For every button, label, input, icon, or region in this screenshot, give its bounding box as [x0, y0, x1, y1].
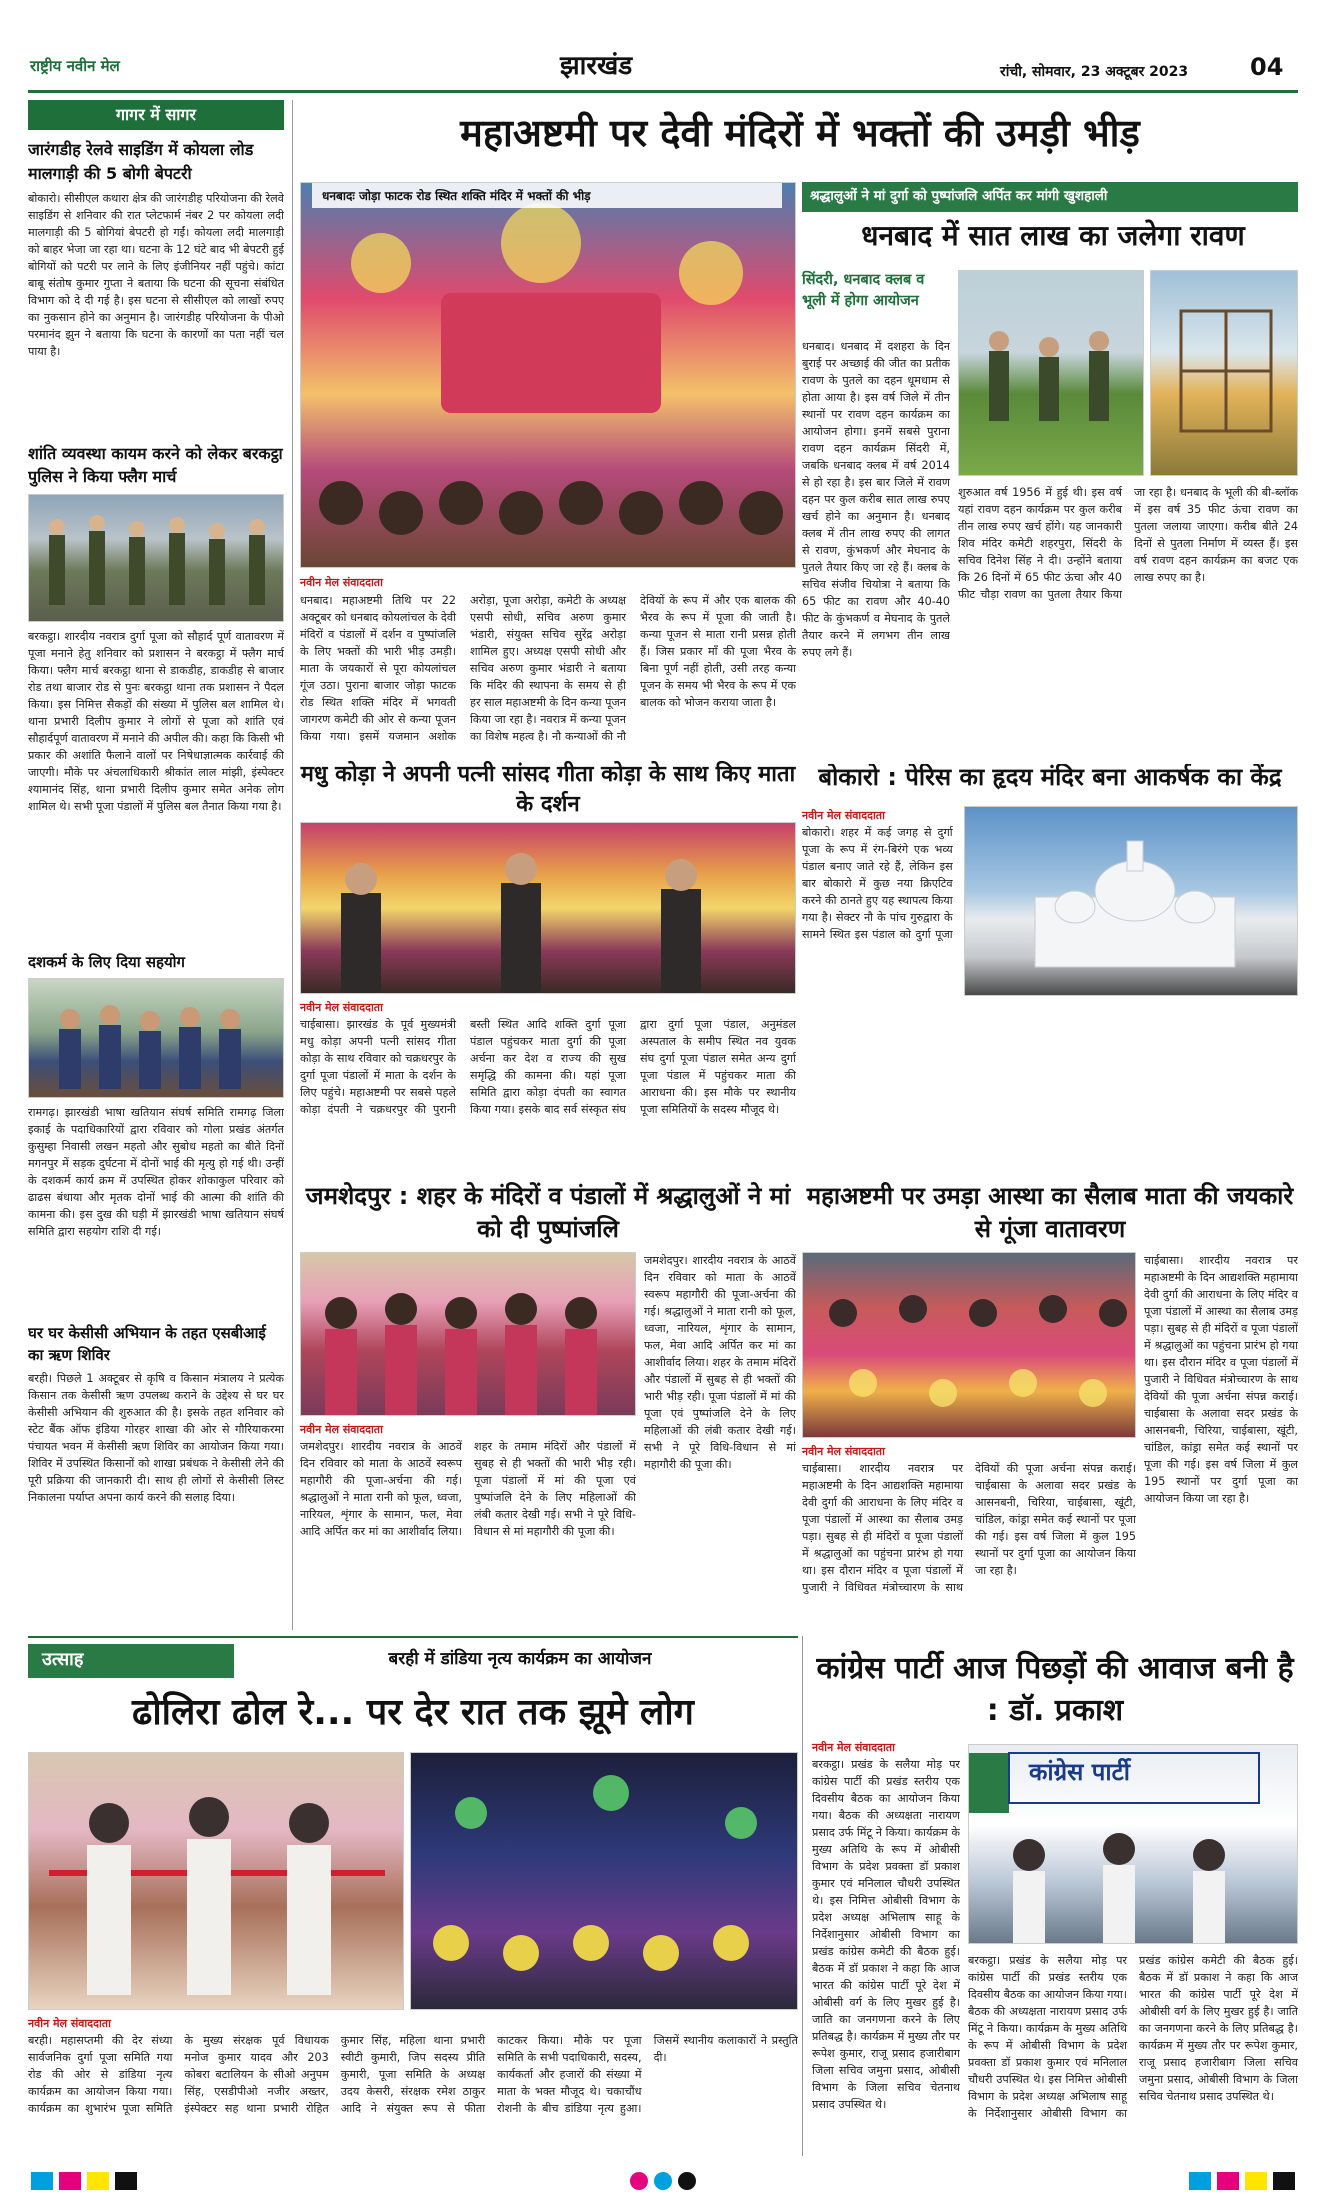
sidebar-story3-headline: दशकर्म के लिए दिया सहयोग [28, 953, 185, 972]
sidebar-story3-body: रामगढ़। झारखंडी भाषा खतियान संघर्ष समिति रामगढ़ जिला इकाई के पदाधिकारियों द्वारा रविवार को गोला प्रखंड अंतर्गत कुसुम्हा निवासी लखन महतो और सुबोध महतो का बीते दिनों मगनपुर में सड़क दुर्घटना में दोनों भाई की मृत्यु हो गई थी। उन्हीं के दशकर्म कार्य क्रम में उपस्थित होकर शोकाकुल परिवार को ढाढस बंधाया और मृतक दोनों भाई की आत्मा की शांति की कामना की। इस दुख की घड़ी में झारखंडी भाषा खतियान संघर्ष समिति द्वारा सहयोग राशि दी गई। [28, 1105, 284, 1238]
utsav-headline: ढोलिरा ढोल रे... पर देर रात तक झूमे लोग [132, 1692, 694, 1733]
ribbon-cutting-illustration [29, 1753, 404, 2010]
jamshedpur-body: जमशेदपुर। शारदीय नवरात्र के आठवें दिन रविवार को माता के आठवें स्वरूप महागौरी की पूजा-अर्चना की गई। श्रद्धालुओं ने माता रानी को फूल, ध्वजा, नारियल, शृंगार के सामान, फल, मेवा आदि अर्पित कर मां का आशीर्वाद लिया। शहर के तमाम मंदिरों और पंडालों में सुबह से ही भक्तों की भारी भीड़ रही। पूजा पंडालों में मां की पूजा एवं पुष्पांजलि देने के लिए महिलाओं की लंबी कतार देखी गई। सभी ने पूरे विधि-विधान से मां महागौरी की पूजा की। [300, 1440, 636, 1538]
utsav-label-box [28, 1644, 234, 1678]
registration-dots [627, 2172, 699, 2190]
sidebar-story1-headline: जारंगडीह रेलवे साइडिंग में कोयला लोड मालगाड़ी की 5 बोगी बेपटरी [28, 140, 254, 184]
lead-headline: महाअष्टमी पर देवी मंदिरों में भक्तों की उमड़ी भीड़ [460, 111, 1140, 155]
utsav-byline: नवीन मेल संवाददाता [28, 2017, 111, 2030]
group-people-illustration [29, 979, 283, 1098]
ravan-subhead: सिंदरी, धनबाद क्लब व भूली में होगा आयोजन [802, 272, 925, 309]
ravan-headline: धनबाद में सात लाख का जलेगा रावण [861, 219, 1245, 252]
koda-darshan-illustration [301, 823, 796, 994]
lead-photo-caption: धनबादः जोड़ा फाटक रोड स्थित शक्ति मंदिर में भक्तों की भीड़ [312, 183, 782, 208]
lead-byline: नवीन मेल संवाददाता [300, 576, 383, 589]
saila-headline: महाअष्टमी पर उमड़ा आस्था का सैलाब माता की जयकारे से गूंजा वातावरण [806, 1182, 1294, 1243]
crowd-offerings-illustration [803, 1253, 1136, 1438]
footer-color-bar [28, 2170, 1298, 2192]
page-number: 04 [1250, 53, 1284, 81]
women-pushpanjali-illustration [301, 1253, 636, 1416]
ravan-photo-1 [958, 270, 1144, 476]
congress-byline: नवीन मेल संवाददाता [812, 1741, 895, 1754]
sidebar-story2-headline: शांति व्यवस्था कायम करने को लेकर बरकट्ठा पुलिस ने किया फ्लैग मार्च [28, 444, 283, 487]
lead-photo [300, 182, 796, 568]
dateline: रांची, सोमवार, 23 अक्टूबर 2023 [1000, 64, 1189, 80]
masthead-rule [28, 90, 1298, 93]
sidebar-story2-body: बरकट्ठा। शारदीय नवरात्र दुर्गा पूजा को सौहार्द पूर्ण वातावरण में पूजा मनाने हेतु शनिवार को प्रशासन ने बरकट्ठा में फ्लैग मार्च किया। फ्लैग मार्च बरकट्ठा थाना से डाकडीह, डाकडीह से बाजार रोड तथा बाजार रोड से पुनः बरकट्ठा थाना तक प्रशासन ने पैदल किया। इस निमित्त सैकड़ों की संख्या में पुलिस बल शामिल थे। थाना प्रभारी दिलीप कुमार ने लोगों से पूजा को शांति एवं सौहार्दपूर्ण वातावरण में मनाने की अपील की। कहा कि किसी भी प्रकार की अशांति फैलाने वालों पर निषेधाज्ञात्मक कार्रवाई की जाएगी। मौके पर अंचलाधिकारी श्रीकांत लाल मांझी, इंस्पेक्टर श्यामानंद सिंह, थाना प्रभारी दिलीप कुमार समेत अनेक लोग शामिल थे। सभी पूजा पंडालों में पुलिस बल तैनात किया गया है। [28, 630, 284, 814]
sidebar-section-label: गागर में सागर [28, 100, 284, 130]
ravan-photo-2 [1150, 270, 1298, 476]
bokaro-pandal-photo [964, 806, 1298, 996]
congress-body-2: बरकट्ठा। प्रखंड के सलैया मोड़ पर कांग्रेस पार्टी की प्रखंड स्तरीय एक दिवसीय बैठक का आयोजन किया गया। बैठक की अध्यक्षता नारायण प्रसाद उर्फ मिंटू ने किया। कार्यक्रम के मुख्य अतिथि के रूप में ओबीसी विभाग के प्रदेश प्रवक्ता डॉ प्रकाश कुमार एवं मनिलाल चौधरी उपस्थित थे। इस निमित्त ओबीसी विभाग के प्रदेश अध्यक्ष अभिलाष साहू के निर्देशानुसार ओबीसी विभाग का प्रखंड कांग्रेस कमेटी की बैठक हुई। बैठक में डॉ प्रकाश ने कहा कि आज भारत की कांग्रेस पार्टी पूरे देश में ओबीसी वर्ग के लिए मुखर हुई है। जाति का जनगणना करने के लिए प्रतिबद्ध है। कार्यक्रम में मुख्य तौर पर रूपेश कुमार, राजू प्रसाद हजारीबाग जिला सचिव जमुना प्रसाद, ओबीसी विभाग के जिला सचिव चेतनाथ प्रसाद उपस्थित थे। [968, 1954, 1298, 2120]
police-march-illustration [29, 495, 283, 622]
koda-photo [300, 822, 796, 994]
koda-headline: मधु कोड़ा ने अपनी पत्नी सांसद गीता कोड़ा के साथ किए माता के दर्शन [300, 762, 796, 817]
saila-photo [802, 1252, 1136, 1438]
congress-body: बरकट्ठा। प्रखंड के सलैया मोड़ पर कांग्रेस पार्टी की प्रखंड स्तरीय एक दिवसीय बैठक का आयोजन किया गया। बैठक की अध्यक्षता नारायण प्रसाद उर्फ मिंटू ने किया। कार्यक्रम के मुख्य अतिथि के रूप में ओबीसी विभाग के प्रदेश प्रवक्ता डॉ प्रकाश कुमार एवं मनिलाल चौधरी उपस्थित थे। इस निमित्त ओबीसी विभाग के प्रदेश अध्यक्ष अभिलाष साहू के निर्देशानुसार ओबीसी विभाग का प्रखंड कांग्रेस कमेटी की बैठक हुई। बैठक में डॉ प्रकाश ने कहा कि आज भारत की कांग्रेस पार्टी पूरे देश में ओबीसी वर्ग के लिए मुखर हुई है। जाति का जनगणना करने के लिए प्रतिबद्ध है। कार्यक्रम में मुख्य तौर पर रूपेश कुमार, राजू प्रसाद हजारीबाग जिला सचिव जमुना प्रसाद, ओबीसी विभाग के जिला सचिव चेतनाथ प्रसाद उपस्थित थे। [812, 1758, 960, 2111]
dandiya-night-illustration [411, 1753, 798, 2010]
bokaro-byline: नवीन मेल संवाददाता [802, 809, 885, 822]
ravan-effigy-site-illustration [959, 271, 1144, 476]
sidebar-story4-headline: घर घर केसीसी अभियान के तहत एसबीआई का ऋण शिविर [28, 1323, 266, 1364]
sacre-coeur-pandal-illustration [965, 807, 1298, 996]
jamshedpur-photo [300, 1252, 636, 1416]
congress-headline: कांग्रेस पार्टी आज पिछड़ों की आवाज बनी है : डॉ. प्रकाश [816, 1651, 1294, 1728]
brand-logo: राष्ट्रीय नवीन मेल [30, 57, 120, 75]
utsav-rule [28, 1636, 798, 1638]
utsav-photo-1 [28, 1752, 404, 2010]
lead-body: धनबाद। महाअष्टमी तिथि पर 22 अक्टूबर को धनबाद कोयलांचल के देवी मंदिरों व पंडालों में दर्शन व पुष्पांजलि के लिए भक्तों की भारी भीड़ उमड़ी। माता के जयकारों से पूरा कोयलांचल गूंज उठा। पुराना बाजार जोड़ा फाटक रोड स्थित शक्ति मंदिर में भगवती जागरण कमेटी की ओर से कन्या पूजन किया गया। इसमें यजमान अशोक अरोड़ा, पूजा अरोड़ा, कमेटी के अध्यक्ष एसपी सोधी, सचिव अरुण कुमार भंडारी, संयुक्त सचिव सुरेंद्र अरोड़ा शामिल हुए। अध्यक्ष एसपी सोधी और सचिव अरुण कुमार भंडारी ने बताया कि मंदिर की स्थापना के समय से ही हर साल महाअष्टमी के दिन कन्या पूजन किया जा रहा है। नवरात्र में कन्या पूजन का विशेष महत्व है। नौ कन्याओं की नौ देवियों के रूप में और एक बालक की भैरव के रूप में पूजा की जाती है। कन्या पूजन से माता रानी प्रसन्न होती हैं। जिस प्रकार माँ की पूजा भैरव के बिना पूर्ण नहीं होती, उसी तरह कन्या पूजन के समय भी भैरव के रूप में एक बालक को भोजन कराया जाता है। [300, 594, 796, 743]
congress-banner: कांग्रेस पार्टी [1029, 1758, 1130, 1786]
koda-body: चाईबासा। झारखंड के पूर्व मुख्यमंत्री मधु कोड़ा अपनी पत्नी सांसद गीता कोड़ा के साथ रविवार को चक्रधरपुर के दुर्गा पूजा पंडालों में माता के दर्शन के लिए पहुंचे। महाअष्टमी पर सबसे पहले कोड़ा दंपती ने चक्रधरपुर की पुरानी बस्ती स्थित आदि शक्ति दुर्गा पूजा पंडाल पहुंचकर माता दुर्गा की पूजा अर्चना कर देश व राज्य की सुख समृद्धि की कामना की। यहां पूजा समिति द्वारा कोड़ा दंपती का स्वागत किया गया। इसके बाद सर्व संस्कृत संघ द्वारा दुर्गा पूजा पंडाल, अनुमंडल अस्पताल के समीप स्थित नव युवक संघ दुर्गा पूजा पंडाल समेत अन्य दुर्गा पूजा पंडाल में पहुंचकर माता की आराधना की। इस मौके पर स्थानीय पूजा समितियों के सदस्य मौजूद थे। [300, 1018, 796, 1116]
effigy-frame-illustration [1151, 271, 1298, 476]
koda-byline: नवीन मेल संवाददाता [300, 1001, 383, 1014]
utsav-label: उत्साह [42, 1649, 84, 1670]
ravan-kicker-text: श्रद्धालुओं ने मां दुर्गा को पुष्पांजलि अर्पित कर मांगी खुशहाली [810, 188, 1108, 204]
jamshedpur-headline: जमशेदपुर : शहर के मंदिरों व पंडालों में श्रद्धालुओं ने मां को दी पुष्पांजलि [305, 1182, 791, 1243]
saila-body: चाईबासा। शारदीय नवरात्र पर महाअष्टमी के दिन आद्यशक्ति महामाया देवी दुर्गा की आराधना के लिए मंदिर व पूजा पंडालों में आस्था का सैलाब उमड़ पड़ा। सुबह से ही मंदिरों व पूजा पंडालों में श्रद्धालुओं का पहुंचना प्रारंभ हो गया था। इस दौरान मंदिर व पूजा पंडालों में पुजारी ने विधिवत मंत्रोच्चारण के साथ देवियों की पूजा अर्चना संपन्न कराई। चाईबासा के अलावा सदर प्रखंड के आसनबनी, चिरिया, चाईबासा, खूंटी, चांडिल, कांड्रा समेत कई स्थानों पर पूजा की गई। इस वर्ष जिला में कुल 195 स्थानों पर दुर्गा पूजा का आयोजन किया जा रहा है। [802, 1462, 1136, 1594]
cmyk-strip-left [28, 2172, 140, 2190]
congress-meeting-illustration [969, 1745, 1298, 1944]
utsav-body: बरही। महासप्तमी की देर संध्या सार्वजनिक दुर्गा पूजा समिति गया रोड की ओर से डांडिया नृत्य कार्यक्रम का आयोजन किया गया। कार्यक्रम का शुभारंभ पूजा समिति के मुख्य संरक्षक पूर्व विधायक मनोज कुमार यादव और 203 कोबरा बटालियन के सीओ अनुपम सिंह, एसडीपीओ नजीर अख्तर, इंस्पेक्टर सह थाना प्रभारी रोहित कुमार सिंह, महिला थाना प्रभारी स्वीटी कुमारी, जिप सदस्य प्रीति कुमारी, पूजा समिति के अध्यक्ष उदय केसरी, संरक्षक रमेश ठाकुर आदि ने संयुक्त रूप से फीता काटकर किया। मौके पर पूजा समिति के सभी पदाधिकारी, सदस्य, कार्यकर्ता और हजारों की संख्या में माता के भक्त मौजूद थे। चकाचौंध रोशनी के बीच डांडिया नृत्य हुआ। जिसमें स्थानीय कलाकारों ने प्रस्तुति दी। [28, 2034, 798, 2115]
cmyk-strip-right [1186, 2172, 1298, 2190]
saila-byline: नवीन मेल संवाददाता [802, 1445, 885, 1458]
saila-body-col3: चाईबासा। शारदीय नवरात्र पर महाअष्टमी के दिन आद्यशक्ति महामाया देवी दुर्गा की आराधना के लिए मंदिर व पूजा पंडालों में आस्था का सैलाब उमड़ पड़ा। सुबह से ही मंदिरों व पूजा पंडालों में श्रद्धालुओं का पहुंचना प्रारंभ हो गया था। इस दौरान मंदिर व पूजा पंडालों में पुजारी ने विधिवत मंत्रोच्चारण के साथ देवियों की पूजा अर्चना संपन्न कराई। चाईबासा के अलावा सदर प्रखंड के आसनबनी, चिरिया, चाईबासा, खूंटी, चांडिल, कांड्रा समेत कई स्थानों पर पूजा की गई। इस वर्ष जिला में कुल 195 स्थानों पर दुर्गा पूजा का आयोजन किया जा रहा है। [1144, 1254, 1298, 1505]
utsav-photo-2 [410, 1752, 798, 2010]
jamshedpur-body-col3: जमशेदपुर। शारदीय नवरात्र के आठवें दिन रविवार को माता के आठवें स्वरूप महागौरी की पूजा-अर्चना की गई। श्रद्धालुओं ने माता रानी को फूल, ध्वजा, नारियल, शृंगार के सामान, फल, मेवा आदि अर्पित कर मां का आशीर्वाद लिया। शहर के तमाम मंदिरों और पंडालों में सुबह से ही भक्तों की भारी भीड़ रही। पूजा पंडालों में मां की पूजा एवं पुष्पांजलि देने के लिए महिलाओं की लंबी कतार देखी गई। सभी ने पूरे विधि-विधान से मां महागौरी की पूजा की। [644, 1254, 796, 1471]
congress-divider [802, 1636, 803, 2156]
utsav-kicker: बरही में डांडिया नृत्य कार्यक्रम का आयोजन [388, 1649, 652, 1669]
dashkarm-photo [28, 978, 284, 1098]
sidebar-story4-body: बरही। पिछले 1 अक्टूबर से कृषि व किसान मंत्रालय ने प्रत्येक किसान तक केसीसी ऋण उपलब्ध कराने के उद्देश्य से घर घर केसीसी अभियान की शुरुआत की है। इसके तहत शनिवार को स्टेट बैंक ऑफ इंडिया गोरहर शाखा की ओर से गौरियाकरमा पंचायत भवन में केसीसी ऋण शिविर का आयोजन किया गया। शिविर में उपस्थित किसानों को शाखा प्रबंधक ने केसीसी लेने की पूरी प्रक्रिया की जानकारी दी। साथ ही लोगों से केसीसी लिस्ट निकालना पर्याप्त अपना कार्य करने की सलाह दिया। [28, 1371, 284, 1504]
ravan-body-2: शुरुआत वर्ष 1956 में हुई थी। इस वर्ष यहां रावण दहन कार्यक्रम पर कुल करीब तीन लाख रुपए खर्च होंगे। यह जानकारी शिव मंदिर कमेटी शहरपुरा, सिंदरी के सचिव दिनेश सिंह ने दी। उन्होंने बताया कि 26 दिनों में 65 फीट ऊंचा और 40 फीट चौड़ा रावण का पुतला तैयार किया जा रहा है। धनबाद के भूली की बी-ब्लॉक में इस वर्ष 35 फीट ऊंचा रावण का पुतला जलाया जाएगा। करीब बीते 24 दिनों से पुतला निर्माण में व्यस्त हैं। इस वर्ष रावण दहन कार्यक्रम का बजट एक लाख रुपए का है। [958, 486, 1298, 601]
ravan-body: धनबाद। धनबाद में दशहरा के दिन बुराई पर अच्छाई की जीत का प्रतीक रावण के पुतले का दहन धूमधाम से होता आया है। इस वर्ष जिले में तीन स्थानों पर रावण दहन कार्यक्रम का आयोजन होगा। इनमें सबसे पुराना रावण दहन कार्यक्रम सिंदरी में, जबकि धनबाद क्लब में वर्ष 2014 से हो रहा है। इस बार जिले में रावण दहन पर कुल करीब सात लाख रुपए खर्च होने का अनुमान है। धनबाद क्लब में तीन लाख रुपए की लागत से रावण, कुंभकर्ण और मेघनाद के पुतले तैयार किए जा रहे हैं। क्लब के सचिव संजीव चियोत्रा ने बताया कि 65 फीट का रावण और 40-40 फीट के कुंभकर्ण व मेघनाद के पुतले तैयार करने में लगभग तीन लाख रुपए लगे हैं। [802, 340, 950, 659]
congress-photo [968, 1744, 1298, 1944]
sidebar-story1-body: बोकारो। सीसीएल कथारा क्षेत्र की जारंगडीह परियोजना की रेलवे साइडिंग से शनिवार की रात प्लेटफार्म नंबर 2 पर कोयला लदी मालगाड़ी की 5 बोगियां बेपटरी हो गईं। कोयला लदी मालगाड़ी को बाहर भेजा जा रहा था। घटना के 12 घंटे बाद भी बेपटरी हुई बोगियों को पटरी पर लाने के लिए इंजीनियर नहीं पहुंचे। कांटा बाबू संतोष कुमार गुप्ता ने बताया कि घटना की सूचना संबंधित विभाग को दे दी गई है। इस घटना से सीसीएल को लाखों रुपए का नुकसान होने का अनुमान है। जारंगडीह परियोजना के पीओ परमानंद झुन ने बताया कि घटना के कारणों का पता नहीं चल पाया है। [28, 192, 284, 359]
sidebar [28, 100, 284, 1630]
sidebar-divider [292, 100, 293, 1630]
section-title: झारखंड [560, 51, 633, 81]
ravan-kicker [802, 182, 1298, 212]
flag-march-photo [28, 494, 284, 622]
bokaro-headline: बोकारो : पेरिस का हृदय मंदिर बना आकर्षक का केंद्र [818, 764, 1282, 791]
jamshedpur-byline: नवीन मेल संवाददाता [300, 1423, 383, 1436]
masthead [0, 0, 1325, 92]
bokaro-body: बोकारो। शहर में कई जगह से दुर्गा पूजा के रूप में रंग-बिरंगे एक भव्य पंडाल बनाए जाते रहे हैं, लेकिन इस बार बोकारो में कुछ नया क्रिएटिव करने की ठानते हुए यह स्थापत्य किया गया है। सेक्टर नौ के पांच गुरुद्वारा के सामने स्थित इस पंडाल को दुर्गा पूजा [802, 826, 953, 941]
temple-crowd-illustration [301, 183, 796, 568]
